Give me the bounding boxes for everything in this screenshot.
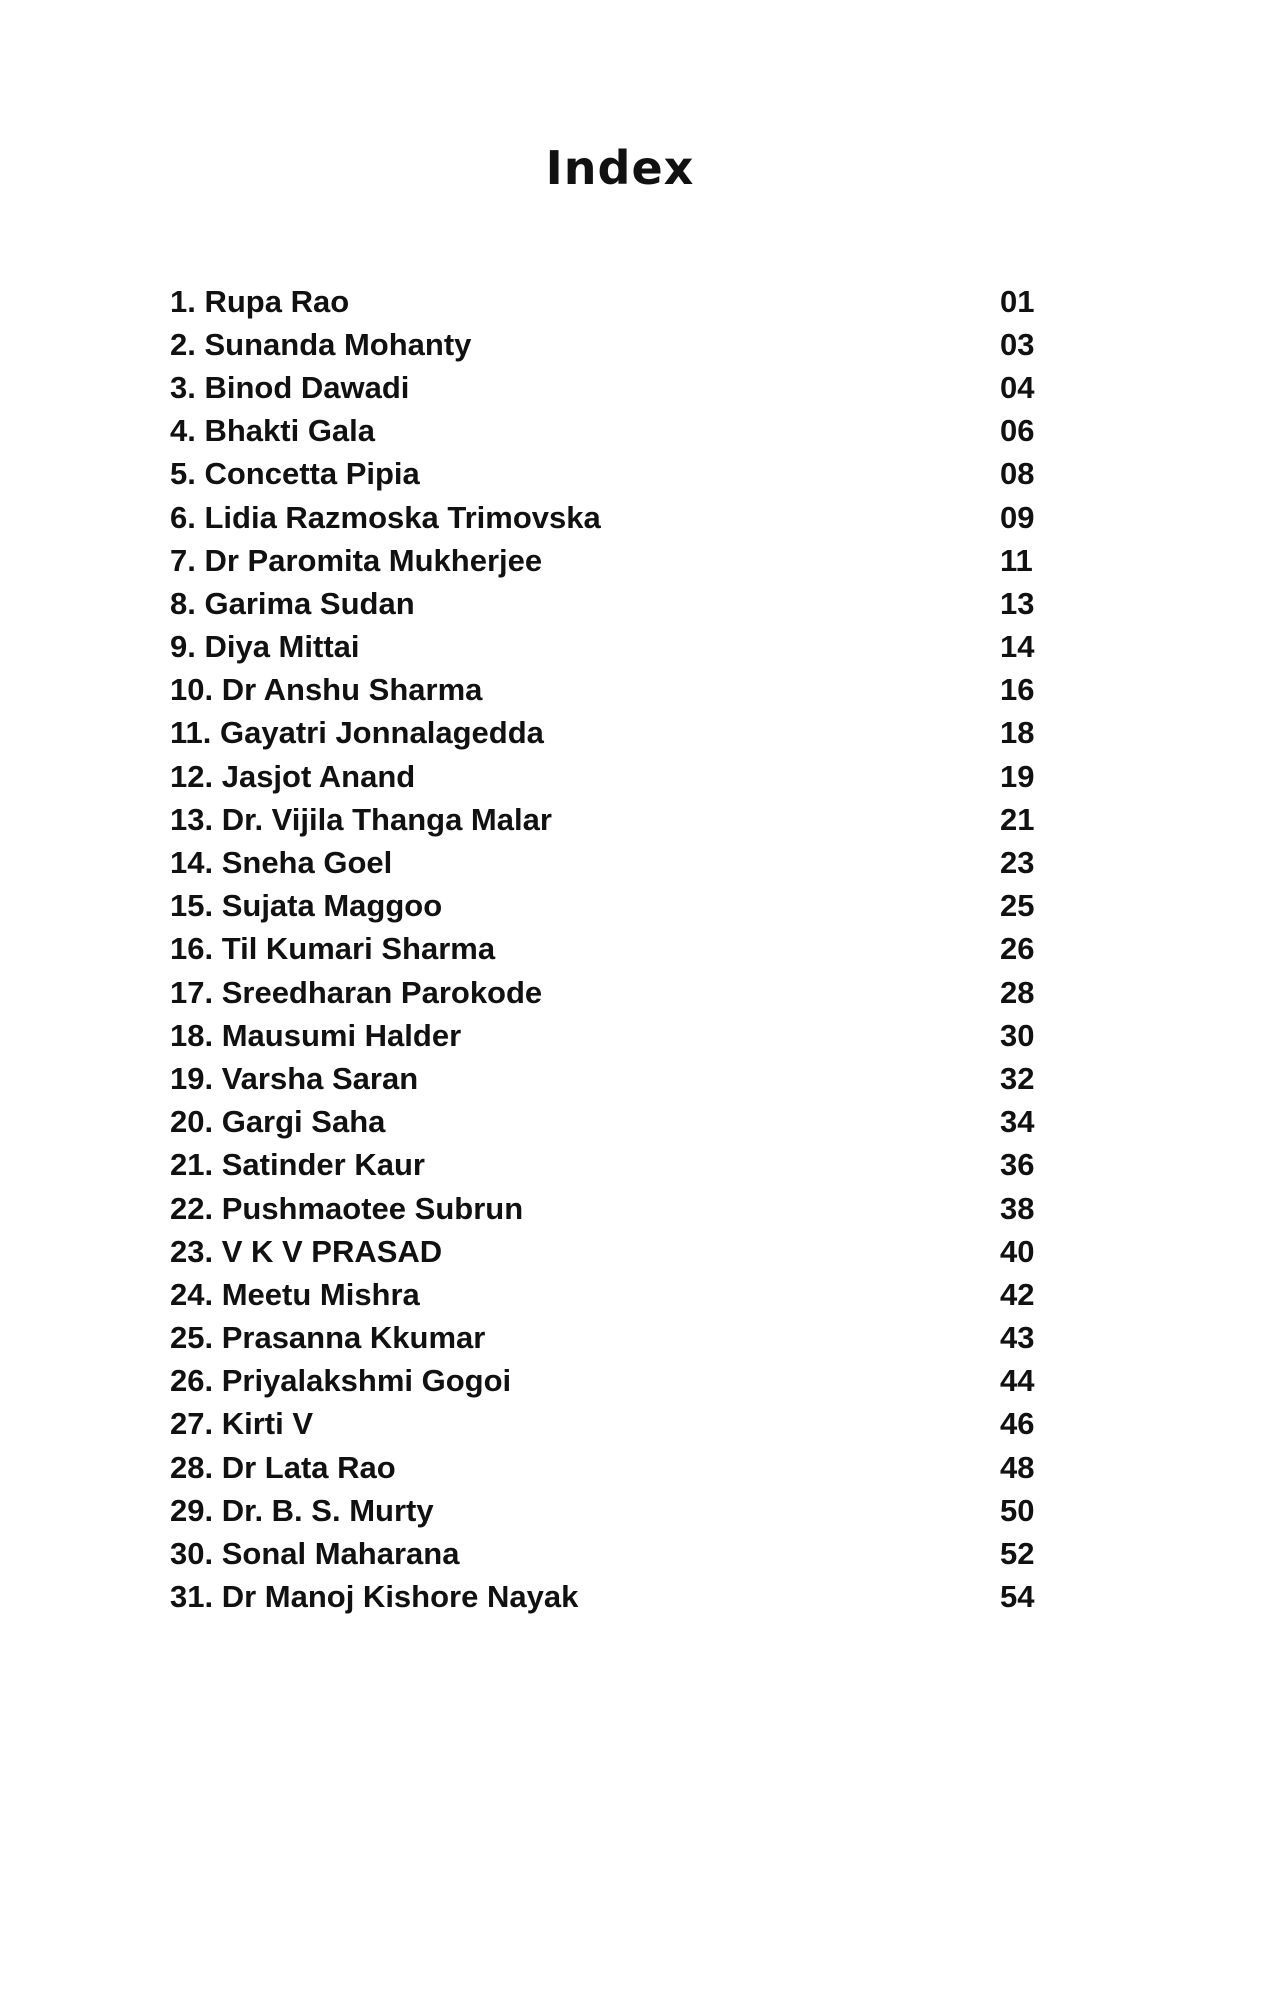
entry-name: 24. Meetu Mishra bbox=[170, 1276, 420, 1312]
entry-page-number: 23 bbox=[1000, 845, 1035, 881]
entry-name: 7. Dr Paromita Mukherjee bbox=[170, 542, 543, 578]
index-entry bbox=[170, 1403, 1060, 1446]
entry-page-number: 52 bbox=[1000, 1536, 1035, 1572]
entry-page-number: 44 bbox=[1000, 1363, 1035, 1399]
entry-name: 11. Gayatri Jonnalagedda bbox=[170, 715, 544, 751]
entry-page-number: 28 bbox=[1000, 974, 1035, 1010]
index-entry bbox=[170, 1576, 1060, 1619]
index-entry bbox=[170, 323, 1060, 366]
index-entry bbox=[170, 582, 1060, 625]
entry-page-number: 11 bbox=[1000, 542, 1033, 578]
index-entry bbox=[170, 366, 1060, 409]
entry-page-number: 46 bbox=[1000, 1406, 1035, 1442]
entry-page-number: 21 bbox=[1000, 801, 1035, 837]
entry-name: 10. Dr Anshu Sharma bbox=[170, 672, 483, 708]
index-entry bbox=[170, 280, 1060, 323]
entry-page-number: 01 bbox=[1000, 283, 1035, 319]
entry-name: 19. Varsha Saran bbox=[170, 1060, 419, 1096]
entry-name: 21. Satinder Kaur bbox=[170, 1147, 425, 1183]
entry-name: 20. Gargi Saha bbox=[170, 1104, 386, 1140]
entry-page-number: 04 bbox=[1000, 369, 1035, 405]
index-entry bbox=[170, 1057, 1060, 1100]
entry-page-number: 32 bbox=[1000, 1060, 1035, 1096]
index-entry bbox=[170, 1317, 1060, 1360]
index-entry bbox=[170, 453, 1060, 496]
entry-page-number: 19 bbox=[1000, 758, 1035, 794]
index-entry bbox=[170, 755, 1060, 798]
index-entry bbox=[170, 841, 1060, 884]
index-entry bbox=[170, 1489, 1060, 1532]
entry-name: 13. Dr. Vijila Thanga Malar bbox=[170, 801, 552, 837]
entry-name: 23. V K V PRASAD bbox=[170, 1233, 443, 1269]
index-entry bbox=[170, 971, 1060, 1014]
index-entry bbox=[170, 1360, 1060, 1403]
entry-name: 17. Sreedharan Parokode bbox=[170, 974, 543, 1010]
index-entry bbox=[170, 539, 1060, 582]
entry-name: 14. Sneha Goel bbox=[170, 845, 393, 881]
entry-name: 15. Sujata Maggoo bbox=[170, 888, 443, 924]
entry-page-number: 48 bbox=[1000, 1449, 1035, 1485]
entry-name: 1. Rupa Rao bbox=[170, 283, 350, 319]
entry-name: 6. Lidia Razmoska Trimovska bbox=[170, 499, 601, 535]
entry-page-number: 50 bbox=[1000, 1492, 1035, 1528]
index-entry bbox=[170, 928, 1060, 971]
entry-page-number: 06 bbox=[1000, 413, 1035, 449]
entry-name: 2. Sunanda Mohanty bbox=[170, 326, 472, 362]
entry-page-number: 03 bbox=[1000, 326, 1035, 362]
index-list bbox=[170, 280, 1060, 1619]
entry-name: 22. Pushmaotee Subrun bbox=[170, 1190, 524, 1226]
index-entry bbox=[170, 1532, 1060, 1575]
entry-name: 30. Sonal Maharana bbox=[170, 1536, 460, 1572]
entry-name: 31. Dr Manoj Kishore Nayak bbox=[170, 1579, 579, 1615]
entry-name: 5. Concetta Pipia bbox=[170, 456, 420, 492]
index-entry bbox=[170, 1014, 1060, 1057]
entry-page-number: 13 bbox=[1000, 585, 1035, 621]
index-entry bbox=[170, 626, 1060, 669]
entry-page-number: 36 bbox=[1000, 1147, 1035, 1183]
entry-name: 27. Kirti V bbox=[170, 1406, 313, 1442]
entry-name: 9. Diya Mittai bbox=[170, 629, 360, 665]
entry-page-number: 26 bbox=[1000, 931, 1035, 967]
index-entry bbox=[170, 669, 1060, 712]
index-entry bbox=[170, 496, 1060, 539]
entry-name: 25. Prasanna Kkumar bbox=[170, 1320, 486, 1356]
entry-page-number: 40 bbox=[1000, 1233, 1035, 1269]
index-entry bbox=[170, 410, 1060, 453]
entry-page-number: 34 bbox=[1000, 1104, 1035, 1140]
entry-page-number: 16 bbox=[1000, 672, 1035, 708]
index-entry bbox=[170, 1273, 1060, 1316]
index-entry bbox=[170, 1101, 1060, 1144]
entry-page-number: 30 bbox=[1000, 1017, 1035, 1053]
entry-page-number: 54 bbox=[1000, 1579, 1035, 1615]
index-entry bbox=[170, 798, 1060, 841]
entry-page-number: 38 bbox=[1000, 1190, 1035, 1226]
entry-name: 29. Dr. B. S. Murty bbox=[170, 1492, 434, 1528]
entry-page-number: 43 bbox=[1000, 1320, 1035, 1356]
index-entry bbox=[170, 712, 1060, 755]
entry-name: 8. Garima Sudan bbox=[170, 585, 415, 621]
index-entry bbox=[170, 1446, 1060, 1489]
entry-page-number: 25 bbox=[1000, 888, 1035, 924]
entry-name: 12. Jasjot Anand bbox=[170, 758, 416, 794]
entry-name: 16. Til Kumari Sharma bbox=[170, 931, 496, 967]
entry-page-number: 42 bbox=[1000, 1276, 1035, 1312]
index-entry bbox=[170, 885, 1060, 928]
entry-page-number: 18 bbox=[1000, 715, 1035, 751]
index-entry bbox=[170, 1187, 1060, 1230]
entry-name: 4. Bhakti Gala bbox=[170, 413, 376, 449]
entry-name: 28. Dr Lata Rao bbox=[170, 1449, 396, 1485]
entry-name: 3. Binod Dawadi bbox=[170, 369, 410, 405]
entry-name: 18. Mausumi Halder bbox=[170, 1017, 462, 1053]
index-entry bbox=[170, 1144, 1060, 1187]
entry-page-number: 14 bbox=[1000, 629, 1035, 665]
index-entry bbox=[170, 1230, 1060, 1273]
entry-page-number: 09 bbox=[1000, 499, 1035, 535]
entry-page-number: 08 bbox=[1000, 456, 1035, 492]
page-title: Index bbox=[545, 141, 695, 195]
entry-name: 26. Priyalakshmi Gogoi bbox=[170, 1363, 512, 1399]
